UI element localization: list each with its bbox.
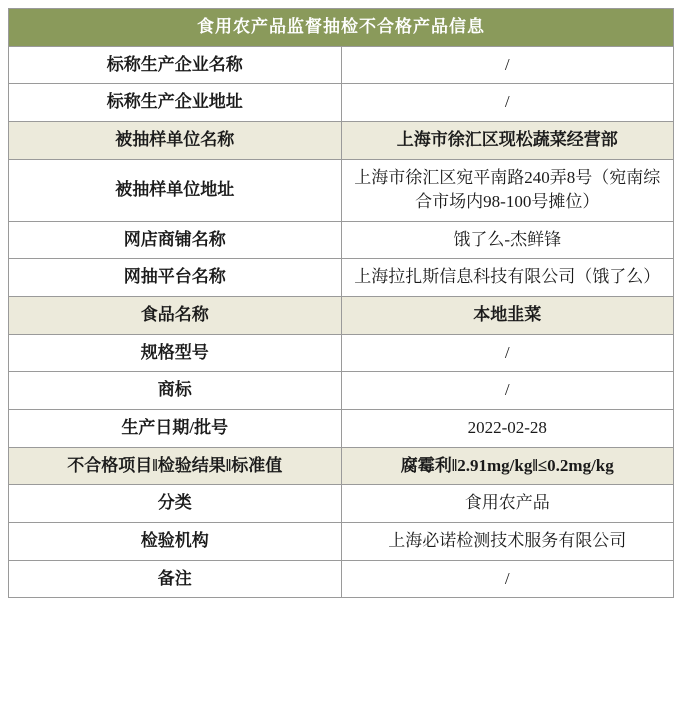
row-value: 本地韭菜 (341, 297, 674, 335)
row-label: 生产日期/批号 (9, 410, 342, 448)
row-value: / (341, 84, 674, 122)
table-row (9, 121, 674, 159)
page-title: 食用农产品监督抽检不合格产品信息 (9, 9, 674, 47)
row-label: 被抽样单位名称 (9, 121, 342, 159)
row-label: 食品名称 (9, 297, 342, 335)
table-body (9, 9, 674, 598)
row-value: 食用农产品 (341, 485, 674, 523)
table-row (9, 259, 674, 297)
row-value: 上海市徐汇区宛平南路240弄8号（宛南综合市场内98-100号摊位） (341, 159, 674, 221)
row-label: 网店商铺名称 (9, 221, 342, 259)
table-row (9, 221, 674, 259)
row-label: 标称生产企业名称 (9, 46, 342, 84)
table-row (9, 46, 674, 84)
row-label: 分类 (9, 485, 342, 523)
table-row (9, 84, 674, 122)
table-row (9, 159, 674, 221)
row-value: / (341, 372, 674, 410)
row-value: 饿了么-杰鲜锋 (341, 221, 674, 259)
inspection-info-table (8, 8, 674, 598)
table-row (9, 447, 674, 485)
row-value: 上海必诺检测技术服务有限公司 (341, 522, 674, 560)
table-row (9, 297, 674, 335)
table-title-row (9, 9, 674, 47)
row-value: 腐霉利‖2.91mg/kg‖≤0.2mg/kg (341, 447, 674, 485)
row-value: 上海拉扎斯信息科技有限公司（饿了么） (341, 259, 674, 297)
row-label: 网抽平台名称 (9, 259, 342, 297)
table-row (9, 372, 674, 410)
row-label: 规格型号 (9, 334, 342, 372)
row-value: / (341, 46, 674, 84)
table-row (9, 410, 674, 448)
table-row (9, 334, 674, 372)
row-value: / (341, 560, 674, 598)
table-row (9, 485, 674, 523)
table-row (9, 522, 674, 560)
row-label: 备注 (9, 560, 342, 598)
row-label: 商标 (9, 372, 342, 410)
row-label: 标称生产企业地址 (9, 84, 342, 122)
row-value: / (341, 334, 674, 372)
row-label: 被抽样单位地址 (9, 159, 342, 221)
row-label: 不合格项目‖检验结果‖标准值 (9, 447, 342, 485)
table-row (9, 560, 674, 598)
row-value: 上海市徐汇区现松蔬菜经营部 (341, 121, 674, 159)
row-value: 2022-02-28 (341, 410, 674, 448)
row-label: 检验机构 (9, 522, 342, 560)
